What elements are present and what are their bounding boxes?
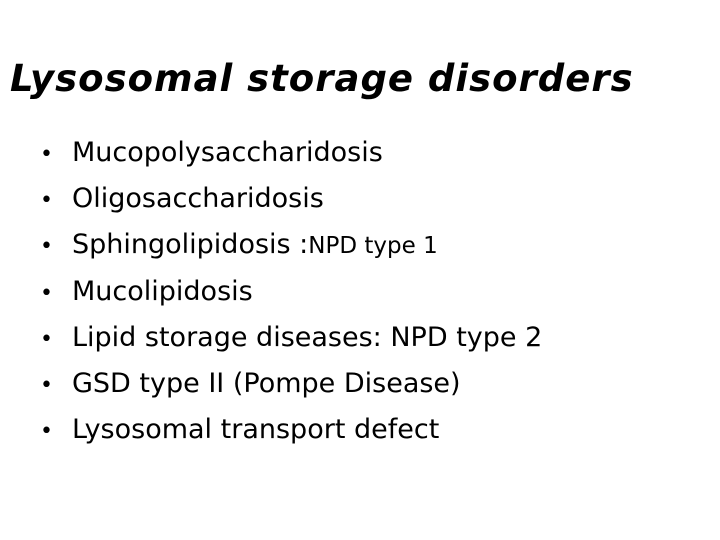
bullet-text: Sphingolipidosis :	[72, 229, 309, 261]
bullet-dot-icon: •	[40, 142, 53, 167]
bullet-item-sphingolipidosis	[40, 222, 542, 268]
bullet-dot-icon: •	[40, 372, 53, 398]
bullet-item-mucopolysaccharidosis	[40, 130, 542, 176]
bullet-text: Lysosomal transport defect	[72, 414, 440, 446]
bullet-text: Mucopolysaccharidosis	[72, 137, 383, 168]
bullet-item-gsd-type-ii	[40, 361, 542, 407]
bullet-dot-icon: •	[40, 188, 53, 214]
bullet-item-lysosomal-transport	[40, 407, 542, 453]
slide-title: Lysosomal storage disorders	[10, 57, 634, 100]
bullet-dot-icon: •	[40, 326, 53, 352]
bullet-dot-icon: •	[40, 419, 53, 445]
bullet-item-oligosaccharidosis	[40, 176, 542, 222]
bullet-item-mucolipidosis	[40, 269, 542, 315]
bullet-list	[40, 130, 542, 453]
bullet-text: GSD type II (Pompe Disease)	[72, 367, 461, 399]
bullet-text: Mucolipidosis	[72, 275, 253, 307]
bullet-text: Lipid storage diseases: NPD type 2	[72, 321, 543, 353]
bullet-dot-icon: •	[40, 234, 53, 260]
bullet-dot-icon: •	[40, 280, 53, 306]
bullet-item-lipid-storage	[40, 315, 542, 361]
bullet-text: Oligosaccharidosis	[72, 183, 324, 215]
bullet-suffix: NPD type 1	[308, 233, 438, 260]
